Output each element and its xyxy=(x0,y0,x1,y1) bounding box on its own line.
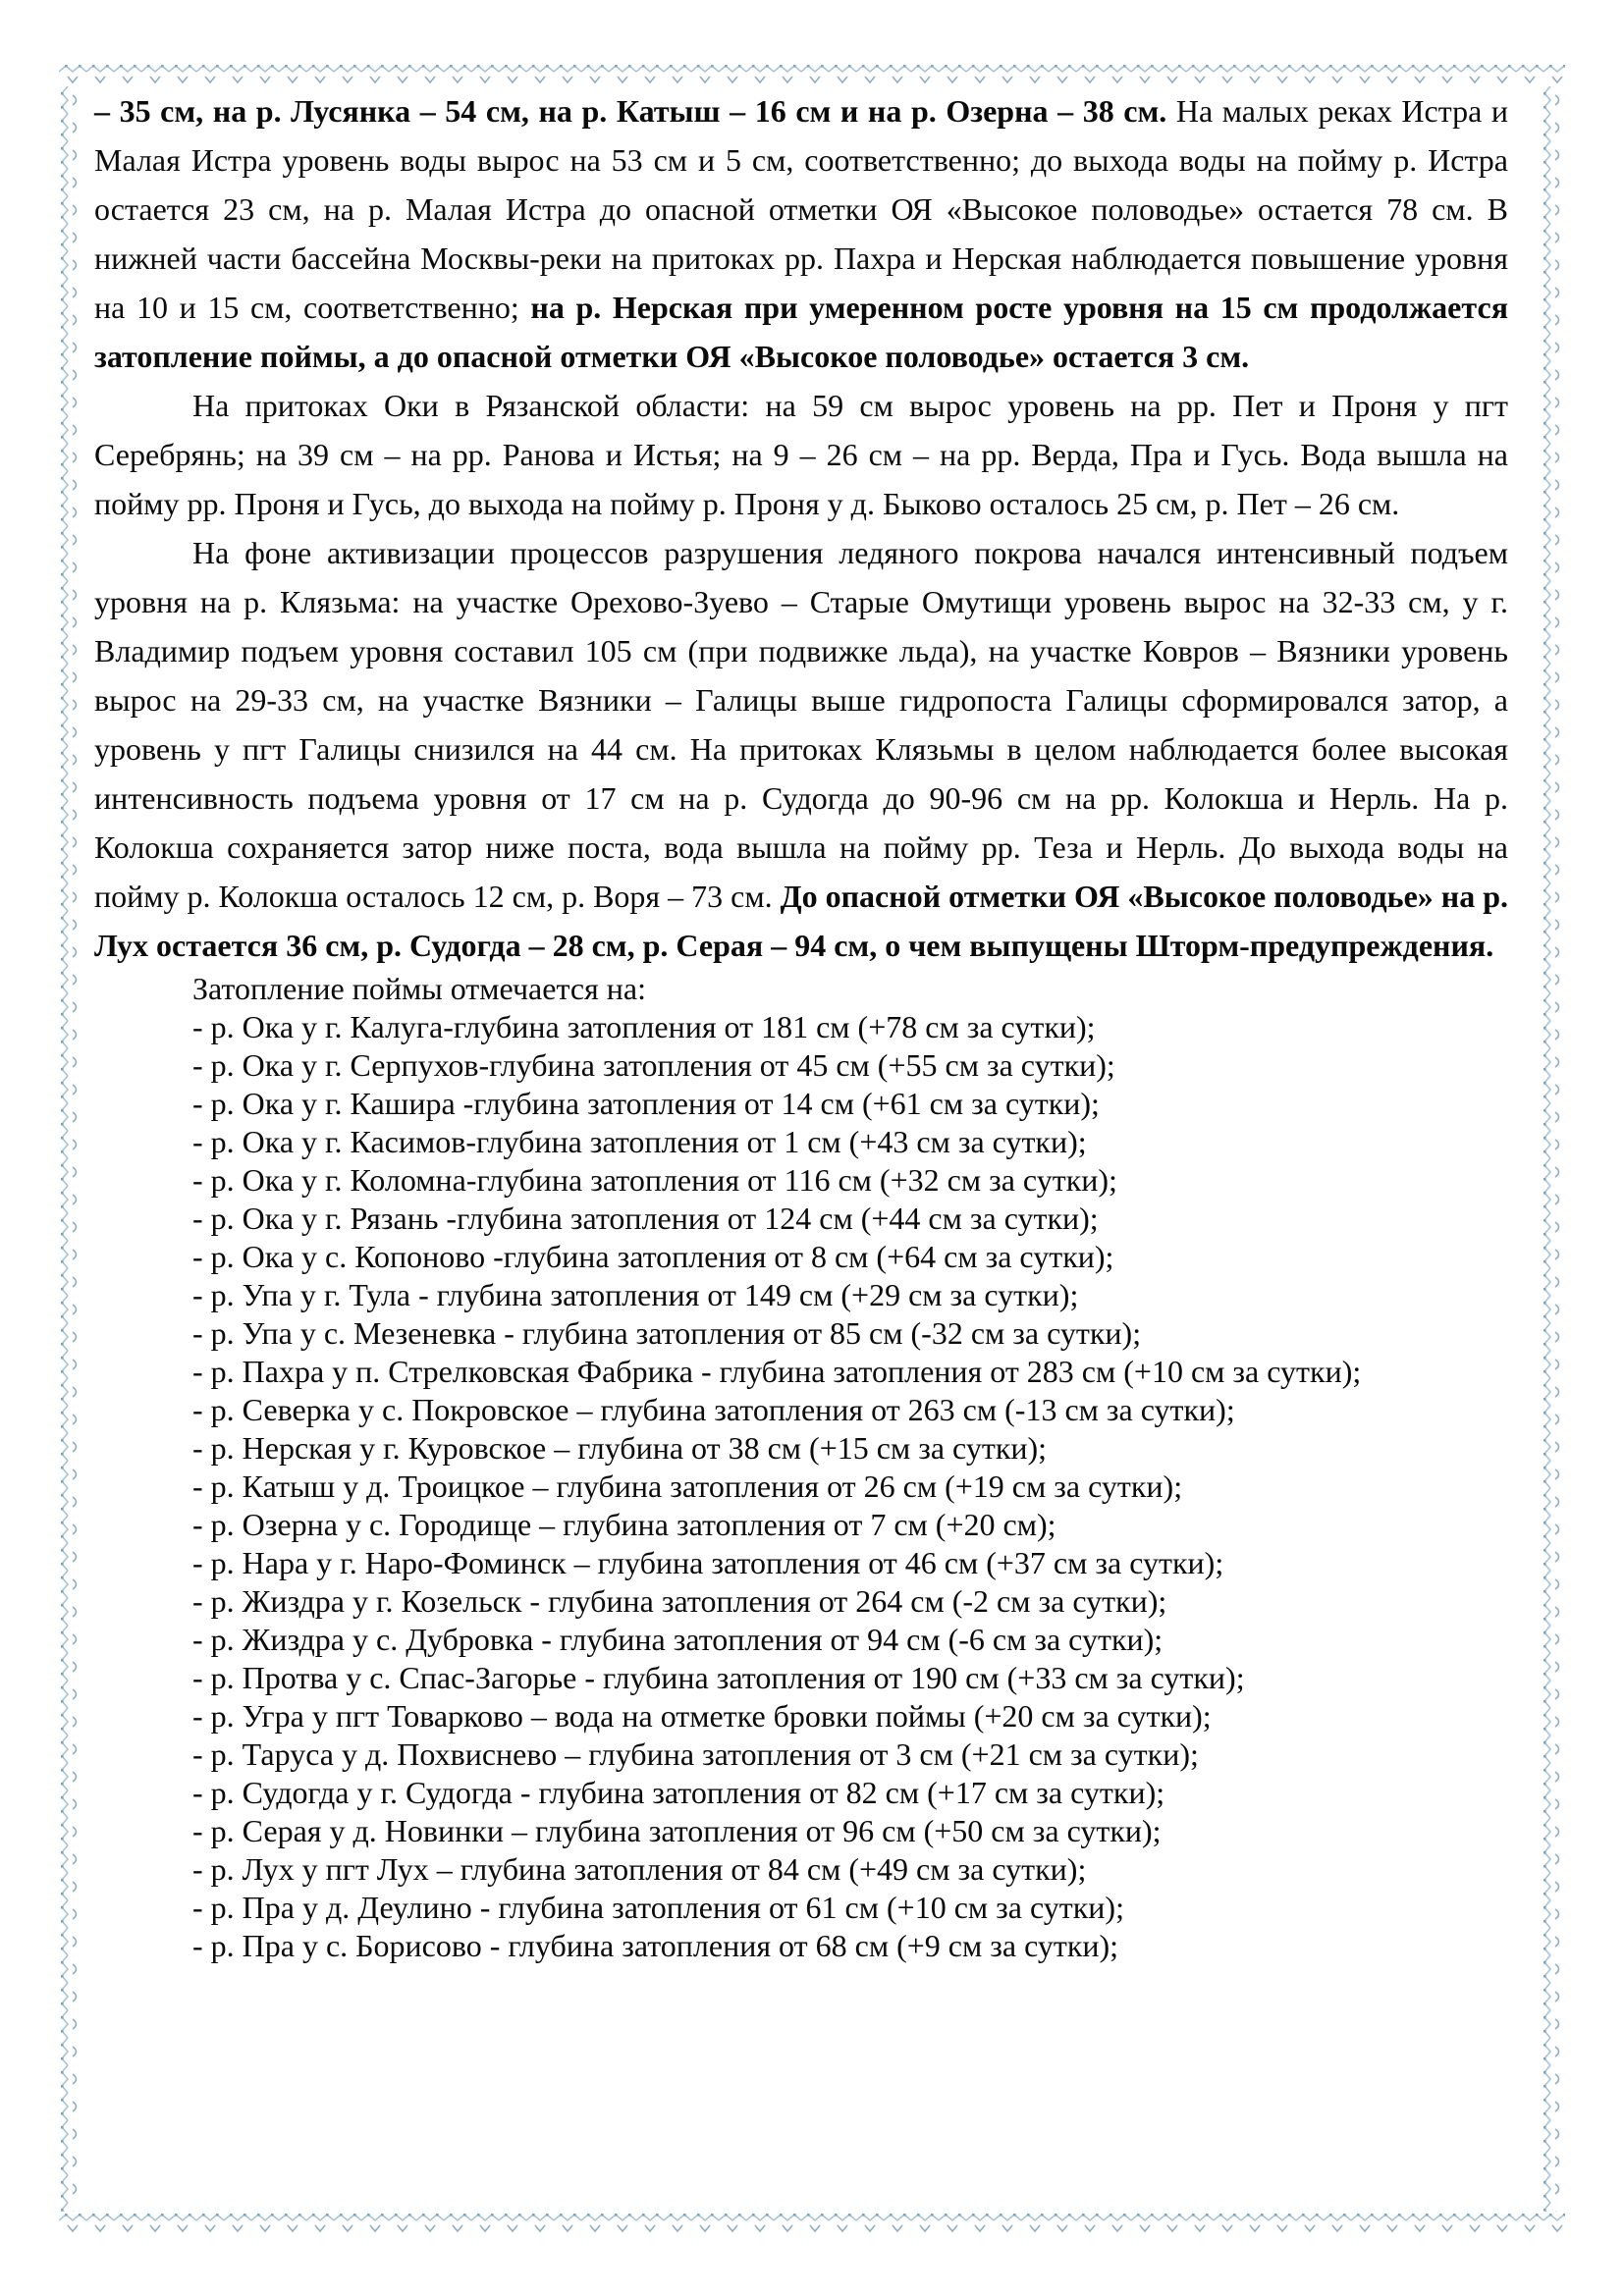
bold-text-run: – 35 см, на р. Лусянка – 54 см, на р. Катыш – 16 см и на р. Озерна – 38 см. xyxy=(94,93,1176,129)
list-item: - р. Ока у с. Копоново -глубина затопления от 8 см (+64 см за сутки); xyxy=(192,1239,1114,1274)
list-item: - р. Угра у пгт Товарково – вода на отметке бровки поймы (+20 см за сутки); xyxy=(192,1698,1212,1734)
list-item: - р. Протва у с. Спас-Загорье - глубина затопления от 190 см (+33 см за сутки); xyxy=(192,1660,1245,1695)
list-item: - р. Нерская у г. Куровское – глубина от 38 см (+15 см за сутки); xyxy=(192,1430,1048,1466)
list-item: - р. Катыш у д. Троицкое – глубина затопления от 26 см (+19 см за сутки); xyxy=(192,1468,1183,1504)
bold-text-run: на р. Нерская при умеренном росте уровня на 15 см продолжается затопление поймы, а до опасной отметки ОЯ «Высокое половодье» остается 3 см. xyxy=(94,290,1509,374)
paragraphs-container xyxy=(94,86,1508,970)
flood-list xyxy=(94,1008,1508,1965)
list-item: - р. Ока у г. Рязань -глубина затопления от 124 см (+44 см за сутки); xyxy=(192,1201,1099,1236)
text-run: На притоках Оки в Рязанской области: на 59 см вырос уровень на рр. Пет и Проня у пгт Серебрянь; на 39 см – на рр. Ранова и Истья; на 9 – 26 см – на рр. Верда, Пра и Гусь. Вода вышла на пойму рр. Проня и Гусь, до выхода на пойму р. Проня у д. Быково осталось 25 см, р. Пет – 26 см. xyxy=(94,388,1508,521)
text-run: На малых реках Истра и Малая Истра уровень воды вырос на 53 см и 5 см, соответственно; до выхода воды на пойму р. Истра остается 23 см, на р. Малая Истра до опасной отметки ОЯ «Высокое половодье» остается 78 см. В нижней части бассейна Москвы-реки на притоках рр. Пахра и Нерская наблюдается повышение уровня на 10 и 15 см, соответственно; xyxy=(94,93,1509,325)
paragraph xyxy=(94,381,1508,528)
list-item: - р. Лух у пгт Лух – глубина затопления от 84 см (+49 см за сутки); xyxy=(192,1851,1087,1887)
list-item: - р. Упа у с. Мезеневка - глубина затопления от 85 см (-32 см за сутки); xyxy=(192,1315,1142,1351)
list-item: - р. Жиздра у с. Дубровка - глубина затопления от 94 см (-6 см за сутки); xyxy=(192,1622,1164,1657)
decorative-border-right xyxy=(1542,86,1565,2212)
list-item: - р. Пра у д. Деулино - глубина затопления от 61 см (+10 см за сутки); xyxy=(192,1890,1124,1925)
list-item: - р. Серая у д. Новинки – глубина затопления от 96 см (+50 см за сутки); xyxy=(192,1813,1162,1848)
list-item: - р. Озерна у с. Городище – глубина затопления от 7 см (+20 см); xyxy=(192,1507,1056,1542)
list-item: - р. Ока у г. Касимов-глубина затопления от 1 см (+43 см за сутки); xyxy=(192,1124,1087,1159)
text-run: На фоне активизации процессов разрушения ледяного покрова начался интенсивный подъем уровня на р. Клязьма: на участке Орехово-Зуево – Старые Омутищи уровень вырос на 32-33 см, у г. Владимир подъем уровня составил 105 см (при подвижке льда), на участке Ковров – Вязники уровень вырос на 29-33 см, на участке Вязники – Галицы выше гидропоста Галицы сформировался затор, а уровень у пгт Галицы снизился на 44 см. На притоках Клязьмы в целом наблюдается более высокая интенсивность подъема уровня от 17 см на р. Судогда до 90-96 см на рр. Колокша и Нерль. На р. Колокша сохраняется затор ниже поста, вода вышла на пойму рр. Теза и Нерль. До выхода воды на пойму р. Колокша осталось 12 см, р. Воря – 73 см. xyxy=(94,535,1508,914)
list-item: - р. Северка у с. Покровское – глубина затопления от 263 см (-13 см за сутки); xyxy=(192,1392,1235,1427)
document-body xyxy=(94,86,1508,1965)
list-item: - р. Судогда у г. Судогда - глубина затопления от 82 см (+17 см за сутки); xyxy=(192,1775,1165,1810)
paragraph xyxy=(94,86,1508,381)
paragraph xyxy=(94,528,1508,970)
list-item: - р. Ока у г. Калуга-глубина затопления от 181 см (+78 см за сутки); xyxy=(192,1009,1096,1044)
list-item: - р. Ока у г. Серпухов-глубина затопления от 45 см (+55 см за сутки); xyxy=(192,1047,1115,1083)
decorative-border-bottom xyxy=(59,2212,1565,2235)
flood-list-intro: Затопление поймы отмечается на: xyxy=(192,971,646,1006)
list-item: - р. Нара у г. Наро-Фоминск – глубина затопления от 46 см (+37 см за сутки); xyxy=(192,1545,1224,1580)
list-item: - р. Таруса у д. Похвиснево – глубина затопления от 3 см (+21 см за сутки); xyxy=(192,1736,1199,1772)
list-item: - р. Пра у с. Борисово - глубина затопления от 68 см (+9 см за сутки); xyxy=(192,1928,1119,1963)
list-item: - р. Жиздра у г. Козельск - глубина затопления от 264 см (-2 см за сутки); xyxy=(192,1583,1167,1619)
list-item: - р. Ока у г. Коломна-глубина затопления от 116 см (+32 см за сутки); xyxy=(192,1162,1117,1198)
list-item: - р. Ока у г. Кашира -глубина затопления от 14 см (+61 см за сутки); xyxy=(192,1086,1100,1121)
bold-text-run: До опасной отметки ОЯ «Высокое половодье» на р. Лух остается 36 см, р. Судогда – 28 см, р. Серая – 94 см, о чем выпущены Шторм-предупреждения. xyxy=(94,879,1509,963)
list-item: - р. Пахра у п. Стрелковская Фабрика - глубина затопления от 283 см (+10 см за сутки); xyxy=(192,1354,1362,1389)
decorative-border-top xyxy=(59,63,1565,86)
list-item: - р. Упа у г. Тула - глубина затопления от 149 см (+29 см за сутки); xyxy=(192,1277,1079,1312)
decorative-border-left xyxy=(59,86,82,2212)
